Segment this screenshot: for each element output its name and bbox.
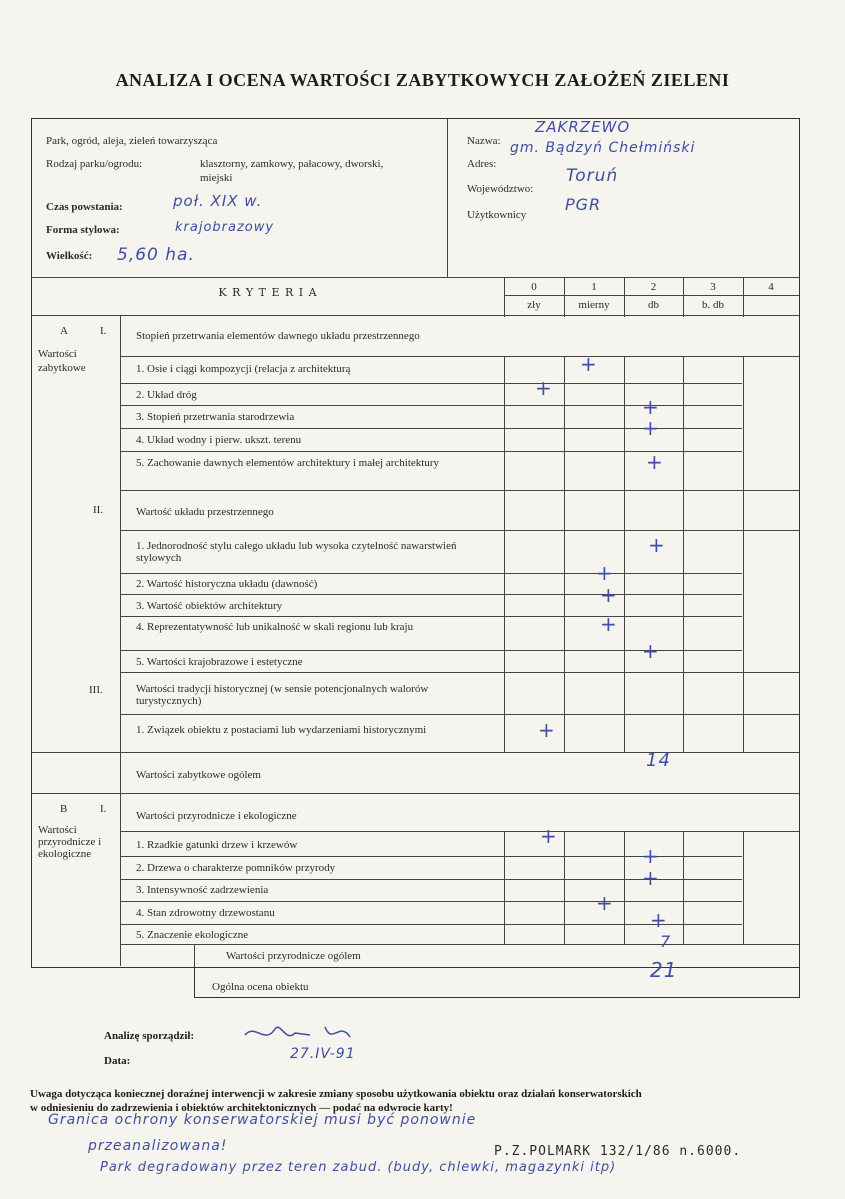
check-mark: + xyxy=(538,718,555,742)
a-ii-item-5: 5. Wartości krajobrazowe i estetyczne xyxy=(136,656,303,668)
section-b-letter: B xyxy=(60,803,68,815)
print-code: P.Z.POLMARK 132/1/86 n.6000. xyxy=(494,1144,742,1159)
section-b-total-label: Wartości przyrodnicze ogólem xyxy=(226,950,361,962)
a-i-item-3: 3. Stopień przetrwania starodrzewia xyxy=(136,411,295,423)
grid-v-683-b xyxy=(683,831,684,944)
style-label: Forma stylowa: xyxy=(46,224,120,236)
note-handwritten-1: Granica ochrony konserwatorskiej musi być ponownie xyxy=(48,1112,477,1128)
row-line xyxy=(121,530,799,531)
b-item-2: 2. Drzewa o charakterze pomników przyrody xyxy=(136,862,336,874)
scale-number-1: 1 xyxy=(591,281,597,293)
a-ii-item-3: 3. Wartość obiektów architektury xyxy=(136,600,283,612)
style-value: krajobrazowy xyxy=(175,220,275,235)
scale-mid-line xyxy=(504,295,799,296)
section-b-total-value: 7 xyxy=(660,932,672,951)
check-mark: + xyxy=(580,352,597,376)
scale-word-1: mierny xyxy=(578,299,610,311)
park-type-label: Rodzaj parku/ogrodu: xyxy=(46,158,143,170)
grid-v-564-head xyxy=(564,277,565,317)
b-item-3: 3. Intensywność zadrzewienia xyxy=(136,884,269,896)
row-line xyxy=(121,383,742,384)
a-i-item-5: 5. Zachowanie dawnych elementów architektury i małej architektury xyxy=(136,457,439,469)
section-a-letter: A xyxy=(60,325,68,337)
section-b-title: Wartości przyrodnicze i ekologiczne xyxy=(136,810,297,822)
a-iii-item-1: 1. Związek obiektu z postaciami lub wydarzeniami historycznymi xyxy=(136,724,427,736)
date-value: 27.IV-91 xyxy=(290,1046,356,1062)
section-a-ii-roman: II. xyxy=(93,504,104,516)
page-title: ANALIZA I OCENA WARTOŚCI ZABYTKOWYCH ZAŁOŻEŃ ZIELENI xyxy=(115,70,730,90)
row-line xyxy=(121,944,799,945)
size-value: 5,60 ha. xyxy=(117,245,195,265)
address-value: gm. Bądzyń Chełmiński xyxy=(510,140,696,156)
a-ii-item-1: 1. Jednorodność stylu całego układu lub wysoka czytelność nawarstwień stylowych xyxy=(136,540,457,564)
criteria-heading: K R Y T E R I A xyxy=(218,286,318,299)
scale-number-3: 3 xyxy=(710,281,716,293)
check-mark: + xyxy=(600,583,617,607)
left-col-divider xyxy=(120,315,121,818)
check-mark: + xyxy=(642,639,659,663)
section-a-iii-roman: III. xyxy=(89,684,103,696)
section-a-total-label: Wartości zabytkowe ogólem xyxy=(136,769,261,781)
section-a-roman: I. xyxy=(100,325,107,337)
check-mark: + xyxy=(600,612,617,636)
note-handwritten-3: Park degradowany przez teren zabud. (budy, chlewki, magazynki itp) xyxy=(100,1160,617,1175)
date-label: Data: xyxy=(104,1055,131,1067)
check-mark: + xyxy=(650,908,667,932)
grid-v-683-head xyxy=(683,277,684,317)
a-i-item-2: 2. Układ dróg xyxy=(136,389,197,401)
row-line xyxy=(121,672,799,673)
check-mark: + xyxy=(642,866,659,890)
a-ii-item-4: 4. Reprezentatywność lub unikalność w skali regionu lub kraju xyxy=(136,621,414,633)
users-label: Użytkownicy xyxy=(467,209,527,221)
check-mark: + xyxy=(648,533,665,557)
check-mark: + xyxy=(596,561,613,585)
created-value: poł. XIX w. xyxy=(173,192,263,210)
check-mark: + xyxy=(596,891,613,915)
grid-v-564 xyxy=(564,356,565,753)
park-label: Park, ogród, aleja, zieleń towarzysząca xyxy=(46,135,218,147)
b-item-5: 5. Znaczenie ekologiczne xyxy=(136,929,249,941)
park-type-options: klasztorny, zamkowy, pałacowy, dworski, xyxy=(200,158,384,170)
section-a-ii-title: Wartość układu przestrzennego xyxy=(136,506,274,518)
scale-word-3: b. db xyxy=(702,299,724,311)
row-line xyxy=(121,831,799,832)
row-line xyxy=(32,793,799,794)
row-line xyxy=(121,924,742,925)
scale-word-0: zły xyxy=(527,299,541,311)
grid-v-504-b xyxy=(504,831,505,944)
park-type-options-2: miejski xyxy=(200,172,233,184)
grid-v-683 xyxy=(683,356,684,753)
row-line xyxy=(121,594,742,595)
a-ii-item-2: 2. Wartość historyczna układu (dawność) xyxy=(136,578,318,590)
grid-v-624-b xyxy=(624,831,625,944)
row-line xyxy=(121,714,799,715)
grid-v-743-head xyxy=(743,277,744,317)
b-item-1: 1. Rzadkie gatunki drzew i krzewów xyxy=(136,839,298,851)
section-a-total-value: 14 xyxy=(646,750,671,771)
a-i-item-1: 1. Osie i ciągi kompozycji (relacja z architekturą xyxy=(136,363,351,375)
check-mark: + xyxy=(540,824,557,848)
grid-v-624-head xyxy=(624,277,625,317)
check-mark: + xyxy=(642,844,659,868)
name-label: Nazwa: xyxy=(467,135,501,147)
check-mark: + xyxy=(646,450,663,474)
section-b-name: Wartości przyrodnicze i ekologiczne xyxy=(38,824,102,860)
scale-word-2: db xyxy=(648,299,659,311)
b-item-4: 4. Stan zdrowotny drzewostanu xyxy=(136,907,275,919)
grid-v-624 xyxy=(624,356,625,753)
row-line xyxy=(121,573,742,574)
overall-label: Ogólna ocena obiektu xyxy=(212,981,309,993)
address-label: Adres: xyxy=(467,158,497,170)
section-a-name: Wartości zabytkowe xyxy=(38,348,86,374)
analysis-made-label: Analizę sporządził: xyxy=(104,1030,195,1042)
scale-number-4: 4 xyxy=(768,281,774,293)
check-mark: + xyxy=(642,416,659,440)
row-line xyxy=(121,490,799,491)
section-a-iii-title: Wartości tradycji historycznej (w sensie potencjonalnych walorów turystycznych) xyxy=(136,683,429,707)
a-i-item-4: 4. Układ wodny i pierw. ukszt. terenu xyxy=(136,434,302,446)
section-b-roman: I. xyxy=(100,803,107,815)
voivodeship-value: Toruń xyxy=(566,166,619,186)
overall-value: 21 xyxy=(650,958,678,982)
grid-v-564-b xyxy=(564,831,565,944)
scale-number-0: 0 xyxy=(531,281,537,293)
users-value: PGR xyxy=(565,195,602,214)
grid-v-743 xyxy=(743,356,744,753)
note-line-2: w odniesieniu do zadrzewienia i obiektów architektonicznych — podać na odwrocie karty! xyxy=(30,1102,453,1114)
note-line-1: Uwaga dotycząca koniecznej doraźnej interwencji w zakresie zmiany sposobu użytkowania obiektu oraz działań konserwatorskich xyxy=(30,1088,642,1100)
scale-number-2: 2 xyxy=(650,281,657,293)
note-handwritten-2: przeanalizowana! xyxy=(88,1138,228,1154)
check-mark: + xyxy=(535,376,552,400)
row-line xyxy=(121,616,742,617)
header-divider xyxy=(447,119,448,277)
grid-v-504 xyxy=(504,356,505,753)
grid-v-743-b xyxy=(743,831,744,944)
check-mark: + xyxy=(642,395,659,419)
size-label: Wielkość: xyxy=(46,250,93,262)
row-line xyxy=(121,901,742,902)
voivodeship-label: Województwo: xyxy=(467,183,534,195)
section-a-i-title: Stopień przetrwania elementów dawnego układu przestrzennego xyxy=(136,330,420,342)
name-value: ZAKRZEWO xyxy=(535,118,631,136)
grid-v-504-head xyxy=(504,277,505,317)
created-label: Czas powstania: xyxy=(46,201,123,213)
row-line xyxy=(121,356,799,357)
